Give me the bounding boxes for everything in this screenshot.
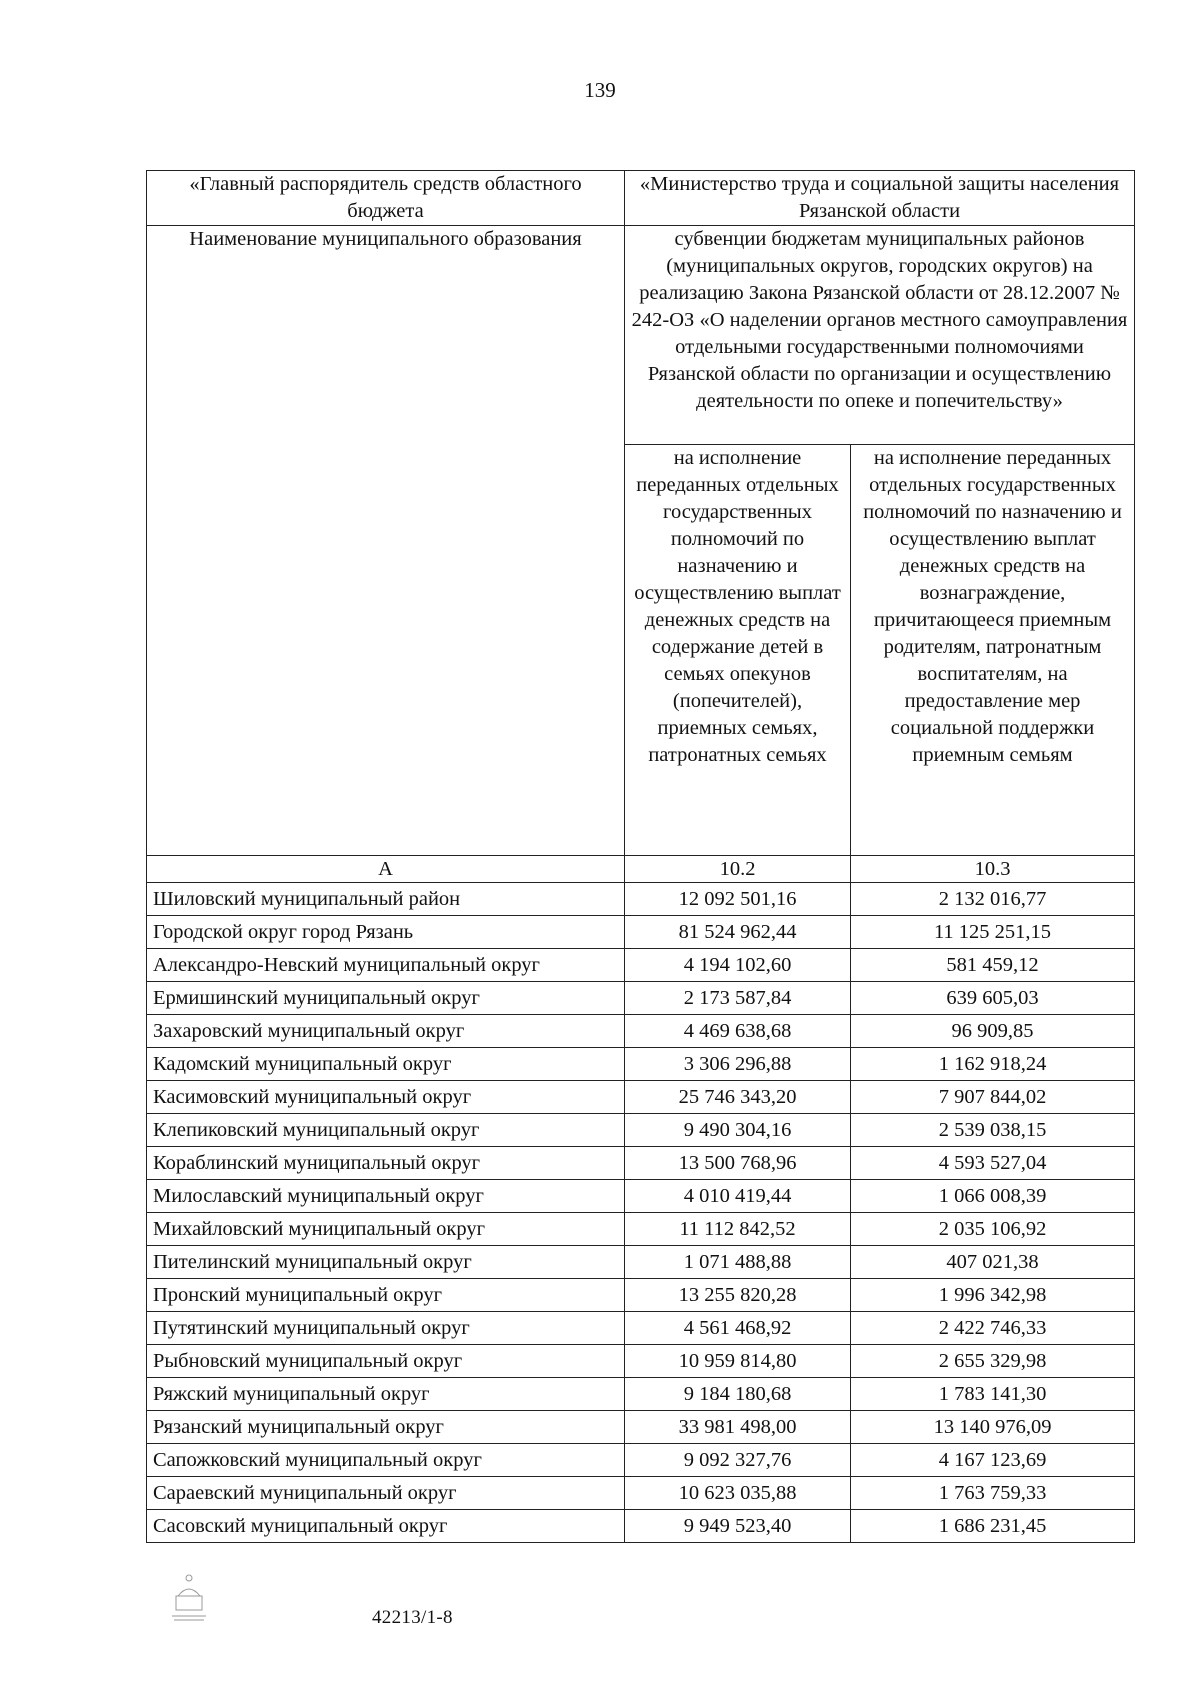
- municipality-name: Кораблинский муниципальный округ: [147, 1147, 625, 1180]
- footer-document-code: 42213/1-8: [372, 1607, 453, 1628]
- municipality-name: Александро-Невский муниципальный округ: [147, 949, 625, 982]
- value-10-3: 1 686 231,45: [851, 1510, 1135, 1543]
- value-10-2: 4 561 468,92: [625, 1312, 851, 1345]
- value-10-3: 2 655 329,98: [851, 1345, 1135, 1378]
- municipality-name: Ряжский муниципальный округ: [147, 1378, 625, 1411]
- value-10-3: 1 066 008,39: [851, 1180, 1135, 1213]
- value-10-3: 96 909,85: [851, 1015, 1135, 1048]
- page-number: 139: [584, 78, 616, 102]
- header-row-name: [147, 226, 1135, 445]
- municipality-name: Шиловский муниципальный район: [147, 883, 625, 916]
- value-10-3: 1 162 918,24: [851, 1048, 1135, 1081]
- table-row: [147, 1213, 1135, 1246]
- table-row: [147, 1147, 1135, 1180]
- header-col-10-2: на исполнение переданных отдельных государственных полномочий по назначению и осуществлению выплат денежных средств на содержание детей в семьях опекунов (попечителей), приемных семьях, патронатных семьях: [625, 445, 851, 856]
- table-row: [147, 1345, 1135, 1378]
- value-10-2: 12 092 501,16: [625, 883, 851, 916]
- header-distributor-label: «Главный распорядитель средств областного бюджета: [147, 171, 625, 226]
- municipality-name: Касимовский муниципальный округ: [147, 1081, 625, 1114]
- municipality-name: Захаровский муниципальный округ: [147, 1015, 625, 1048]
- value-10-3: 13 140 976,09: [851, 1411, 1135, 1444]
- code-10-2: 10.2: [625, 856, 851, 883]
- table-row: [147, 1444, 1135, 1477]
- value-10-3: 4 167 123,69: [851, 1444, 1135, 1477]
- table-row: [147, 1114, 1135, 1147]
- value-10-2: 4 469 638,68: [625, 1015, 851, 1048]
- table-row: [147, 1477, 1135, 1510]
- table-row: [147, 1015, 1135, 1048]
- value-10-3: 2 422 746,33: [851, 1312, 1135, 1345]
- value-10-2: 81 524 962,44: [625, 916, 851, 949]
- municipality-name: Ермишинский муниципальный округ: [147, 982, 625, 1015]
- table-row: [147, 1510, 1135, 1543]
- value-10-3: 407 021,38: [851, 1246, 1135, 1279]
- header-subvention: субвенции бюджетам муниципальных районов (муниципальных округов, городских округов) на реализацию Закона Рязанской области от 28.12.2007 № 242-ОЗ «О наделении органов местного самоуправления отдельными государственными полномочиями Рязанской области по организации и осуществлению деятельности по опеке и попечительству»: [625, 226, 1135, 445]
- value-10-3: 11 125 251,15: [851, 916, 1135, 949]
- value-10-3: 1 996 342,98: [851, 1279, 1135, 1312]
- table-row: [147, 982, 1135, 1015]
- municipality-name: Путятинский муниципальный округ: [147, 1312, 625, 1345]
- value-10-2: 3 306 296,88: [625, 1048, 851, 1081]
- header-col-10-3: на исполнение переданных отдельных государственных полномочий по назначению и осуществлению выплат денежных средств на вознаграждение, причитающееся приемным родителям, патронатным воспитателям, на предоставление мер социальной поддержки приемным семьям: [851, 445, 1135, 856]
- value-10-3: 1 763 759,33: [851, 1477, 1135, 1510]
- table-row: [147, 916, 1135, 949]
- value-10-2: 1 071 488,88: [625, 1246, 851, 1279]
- value-10-2: 4 194 102,60: [625, 949, 851, 982]
- table-row: [147, 1246, 1135, 1279]
- municipality-name: Рязанский муниципальный округ: [147, 1411, 625, 1444]
- value-10-2: 11 112 842,52: [625, 1213, 851, 1246]
- value-10-3: 581 459,12: [851, 949, 1135, 982]
- municipality-name: Сапожковский муниципальный округ: [147, 1444, 625, 1477]
- value-10-3: 7 907 844,02: [851, 1081, 1135, 1114]
- value-10-2: 25 746 343,20: [625, 1081, 851, 1114]
- value-10-2: 13 255 820,28: [625, 1279, 851, 1312]
- value-10-2: 2 173 587,84: [625, 982, 851, 1015]
- value-10-2: 33 981 498,00: [625, 1411, 851, 1444]
- code-a: А: [147, 856, 625, 883]
- value-10-3: 2 539 038,15: [851, 1114, 1135, 1147]
- value-10-2: 9 490 304,16: [625, 1114, 851, 1147]
- header-row-distributor: [147, 171, 1135, 226]
- value-10-3: 639 605,03: [851, 982, 1135, 1015]
- column-codes-row: [147, 856, 1135, 883]
- table-row: [147, 1048, 1135, 1081]
- value-10-2: 9 092 327,76: [625, 1444, 851, 1477]
- value-10-2: 10 623 035,88: [625, 1477, 851, 1510]
- municipality-name: Пителинский муниципальный округ: [147, 1246, 625, 1279]
- value-10-2: 9 949 523,40: [625, 1510, 851, 1543]
- table-row: [147, 1411, 1135, 1444]
- municipality-name: Кадомский муниципальный округ: [147, 1048, 625, 1081]
- value-10-2: 10 959 814,80: [625, 1345, 851, 1378]
- header-municipality-label: Наименование муниципального образования: [147, 226, 625, 856]
- municipality-name: Сараевский муниципальный округ: [147, 1477, 625, 1510]
- table-row: [147, 1180, 1135, 1213]
- value-10-3: 1 783 141,30: [851, 1378, 1135, 1411]
- municipality-name: Михайловский муниципальный округ: [147, 1213, 625, 1246]
- table-row: [147, 1378, 1135, 1411]
- value-10-3: 4 593 527,04: [851, 1147, 1135, 1180]
- seal-stamp-icon: [166, 1570, 212, 1626]
- municipality-name: Пронский муниципальный округ: [147, 1279, 625, 1312]
- value-10-3: 2 035 106,92: [851, 1213, 1135, 1246]
- value-10-2: 9 184 180,68: [625, 1378, 851, 1411]
- municipality-name: Клепиковский муниципальный округ: [147, 1114, 625, 1147]
- value-10-2: 4 010 419,44: [625, 1180, 851, 1213]
- table-row: [147, 1081, 1135, 1114]
- municipality-name: Городской округ город Рязань: [147, 916, 625, 949]
- table-row: [147, 949, 1135, 982]
- code-10-3: 10.3: [851, 856, 1135, 883]
- municipality-name: Рыбновский муниципальный округ: [147, 1345, 625, 1378]
- header-ministry: «Министерство труда и социальной защиты населения Рязанской области: [625, 171, 1135, 226]
- value-10-2: 13 500 768,96: [625, 1147, 851, 1180]
- municipality-name: Милославский муниципальный округ: [147, 1180, 625, 1213]
- table-row: [147, 1279, 1135, 1312]
- subvention-table: [146, 170, 1135, 1543]
- table-row: [147, 1312, 1135, 1345]
- table-row: [147, 883, 1135, 916]
- value-10-3: 2 132 016,77: [851, 883, 1135, 916]
- municipality-name: Сасовский муниципальный округ: [147, 1510, 625, 1543]
